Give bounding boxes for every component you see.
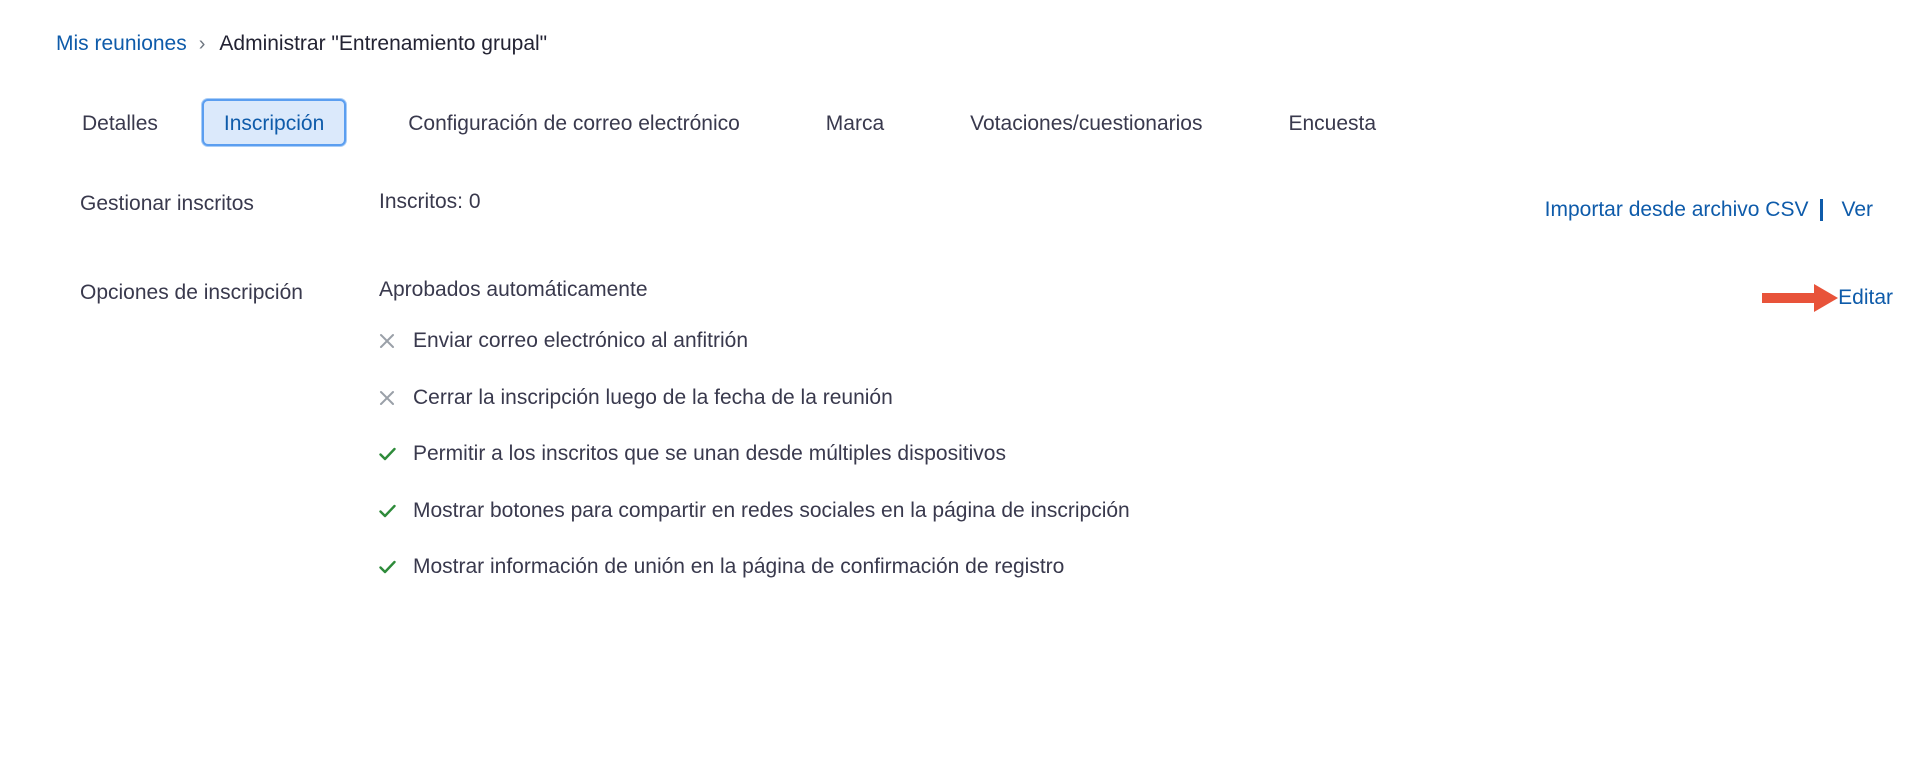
option-multiple-devices bbox=[379, 440, 1130, 468]
chevron-right-icon: › bbox=[198, 33, 206, 55]
check-icon bbox=[379, 497, 405, 525]
tab-branding[interactable]: Marca bbox=[825, 112, 885, 135]
option-email-host bbox=[379, 327, 1130, 355]
registrants-count: Inscritos: 0 bbox=[379, 190, 481, 213]
check-icon bbox=[379, 553, 405, 581]
edit-options-wrap bbox=[1762, 284, 1893, 312]
x-icon bbox=[379, 327, 405, 355]
arrow-right-icon bbox=[1762, 284, 1838, 312]
tab-details[interactable]: Detalles bbox=[82, 112, 158, 135]
manage-registrants-label: Gestionar inscritos bbox=[80, 192, 254, 215]
breadcrumb bbox=[56, 30, 547, 58]
check-icon bbox=[379, 440, 405, 468]
tab-email-settings[interactable]: Configuración de correo electrónico bbox=[408, 112, 740, 135]
view-registrants-link[interactable]: Ver bbox=[1841, 198, 1873, 221]
option-text: Permitir a los inscritos que se unan desde múltiples dispositivos bbox=[413, 442, 1006, 465]
tab-bar bbox=[60, 99, 1398, 146]
tab-survey[interactable]: Encuesta bbox=[1288, 112, 1377, 135]
import-csv-link[interactable]: Importar desde archivo CSV bbox=[1544, 198, 1809, 221]
x-icon bbox=[379, 384, 405, 412]
registration-options-list bbox=[379, 327, 1130, 610]
tab-polls-quizzes[interactable]: Votaciones/cuestionarios bbox=[970, 112, 1203, 135]
breadcrumb-current: Administrar "Entrenamiento grupal" bbox=[219, 32, 548, 55]
link-divider bbox=[1820, 199, 1823, 221]
registration-options-label: Opciones de inscripción bbox=[80, 281, 303, 304]
registrants-actions bbox=[1545, 196, 1873, 224]
option-text: Enviar correo electrónico al anfitrión bbox=[413, 329, 748, 352]
option-social-share bbox=[379, 497, 1130, 525]
option-text: Mostrar información de unión en la página de confirmación de registro bbox=[413, 555, 1065, 578]
approval-status: Aprobados automáticamente bbox=[379, 278, 648, 301]
option-text: Cerrar la inscripción luego de la fecha de la reunión bbox=[413, 385, 893, 409]
option-join-info bbox=[379, 553, 1130, 581]
breadcrumb-my-meetings-link[interactable]: Mis reuniones bbox=[56, 32, 187, 55]
option-text: Mostrar botones para compartir en redes sociales en la página de inscripción bbox=[413, 498, 1130, 522]
edit-registration-options-link[interactable]: Editar bbox=[1838, 286, 1893, 309]
tab-registration[interactable]: Inscripción bbox=[202, 99, 346, 146]
option-close-registration bbox=[379, 384, 1130, 412]
